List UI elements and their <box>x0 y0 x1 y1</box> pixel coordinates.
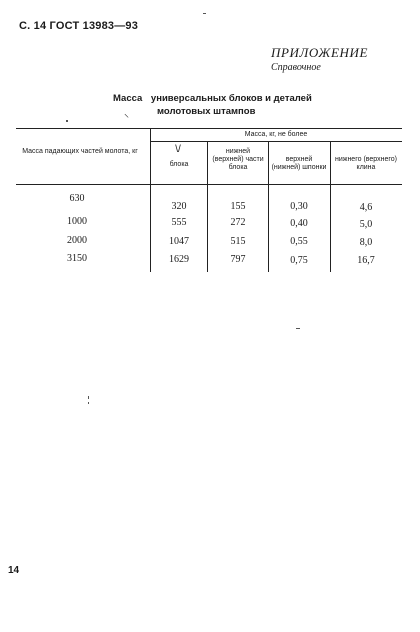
scan-speck <box>296 328 300 329</box>
table-title-text: универсальных блоков и деталей <box>150 93 312 104</box>
col-divider-4 <box>330 142 331 272</box>
cell-value: 16,7 <box>357 255 375 266</box>
cell-value: 1047 <box>169 236 189 247</box>
mass-value: 630 <box>69 193 85 204</box>
col-divider-1 <box>150 128 151 272</box>
appendix-subtitle: Справочное <box>271 62 321 73</box>
cell-value: 8,0 <box>359 237 373 248</box>
col-header-lower-part: нижней (верхней) части блока <box>212 148 264 171</box>
mass-value: 1000 <box>67 216 87 227</box>
cell-value: 797 <box>230 254 246 265</box>
scan-speck <box>88 402 89 404</box>
scan-speck <box>88 396 89 399</box>
stray-mark: ⸌ <box>124 113 129 124</box>
mass-value: 3150 <box>67 253 87 264</box>
row-header-cell: Масса падающих частей молота, кг <box>22 148 138 155</box>
col-header-block: блока <box>169 161 189 168</box>
mass-table <box>16 128 402 272</box>
header-bottom-rule <box>16 184 402 185</box>
cell-value: 272 <box>230 217 246 228</box>
table-title-line2: молотовых штампов <box>157 106 256 117</box>
cell-value: 4,6 <box>359 202 373 213</box>
table-title-line1 <box>113 93 312 104</box>
mass-value: 2000 <box>67 235 87 246</box>
scan-speck <box>66 120 68 122</box>
col-divider-2 <box>207 142 208 272</box>
cell-value: 515 <box>230 236 246 247</box>
cell-value: 0,30 <box>290 201 308 212</box>
scan-speck <box>203 13 206 14</box>
cell-value: 555 <box>171 217 187 228</box>
cell-value: 0,55 <box>290 236 308 247</box>
group-header-rule <box>150 141 402 142</box>
cell-value: 0,75 <box>290 255 308 266</box>
cell-value: 320 <box>171 201 187 212</box>
appendix-title: ПРИЛОЖЕНИЕ <box>271 45 368 60</box>
handwritten-mark-icon: \/ <box>175 144 181 155</box>
cell-value: 1629 <box>169 254 189 265</box>
col-divider-3 <box>268 142 269 272</box>
page-header: С. 14 ГОСТ 13983—93 <box>19 20 139 32</box>
group-header-cell: Масса, кг, не более <box>244 131 308 138</box>
col-header-key: верхней (нижней) шпонки <box>271 156 327 171</box>
cell-value: 155 <box>230 201 246 212</box>
table-top-rule <box>16 128 402 129</box>
appendix-block <box>271 45 368 73</box>
cell-value: 0,40 <box>290 218 308 229</box>
page-number: 14 <box>8 565 20 576</box>
cell-value: 5,0 <box>359 219 373 230</box>
col-header-wedge: нижнего (верхнего) клина <box>334 156 397 171</box>
table-title-lead: Масса <box>113 93 143 104</box>
